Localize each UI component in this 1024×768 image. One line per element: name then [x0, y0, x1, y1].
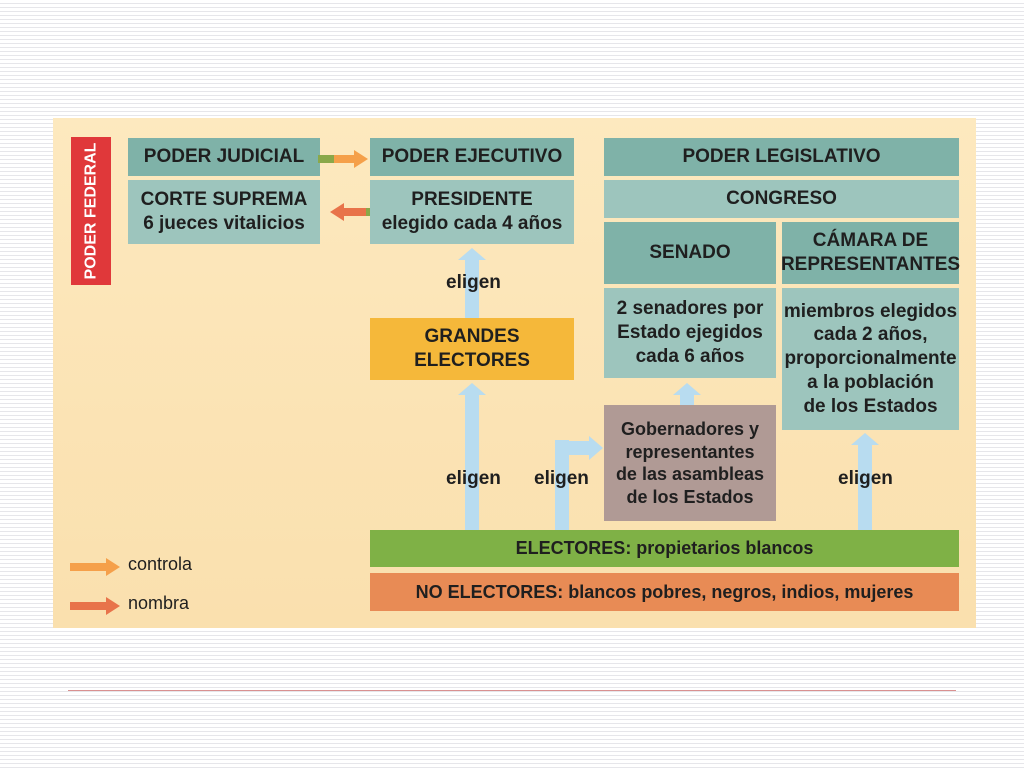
non-voters-bar: NO ELECTORES: blancos pobres, negros, indios, mujeres	[370, 573, 959, 611]
arrow-to-electors	[465, 395, 479, 530]
footer-divider	[68, 690, 956, 691]
arrow-to-senate	[680, 395, 694, 405]
eligen-label-3: eligen	[534, 468, 589, 489]
eligen-label-4: eligen	[838, 468, 893, 489]
voters-bar: ELECTORES: propietarios blancos	[370, 530, 959, 567]
senate-body: 2 senadores por Estado ejegidos cada 6 años	[604, 288, 776, 378]
grandes-electores: GRANDES ELECTORES	[370, 318, 574, 380]
eligen-label-2: eligen	[446, 468, 501, 489]
side-label-box	[71, 137, 111, 285]
house-body: miembros elegidos cada 2 años, proporcionalmente a la población de los Estados	[782, 288, 959, 430]
executive-body: PRESIDENTE elegido cada 4 años	[370, 180, 574, 244]
legislative-title: PODER LEGISLATIVO	[604, 138, 959, 176]
congress-title: CONGRESO	[604, 180, 959, 218]
executive-title: PODER EJECUTIVO	[370, 138, 574, 176]
legend-nombra-arrow	[70, 597, 122, 615]
legend-controla-label: controla	[128, 554, 193, 574]
side-label: PODER FEDERAL	[82, 142, 99, 280]
house-title: CÁMARA DE REPRESENTANTES	[782, 222, 959, 284]
eligen-label-1: eligen	[446, 272, 501, 293]
controla-arrow	[318, 150, 370, 168]
legend-controla-arrow	[70, 558, 122, 576]
judicial-title: PODER JUDICIAL	[128, 138, 320, 176]
senate-title: SENADO	[604, 222, 776, 284]
judicial-body: CORTE SUPREMA 6 jueces vitalicios	[128, 180, 320, 244]
arrow-to-governors-head	[555, 436, 605, 460]
governors-box: Gobernadores y representantes de las asambleas de los Estados	[604, 405, 776, 521]
legend-nombra-label: nombra	[128, 593, 190, 613]
